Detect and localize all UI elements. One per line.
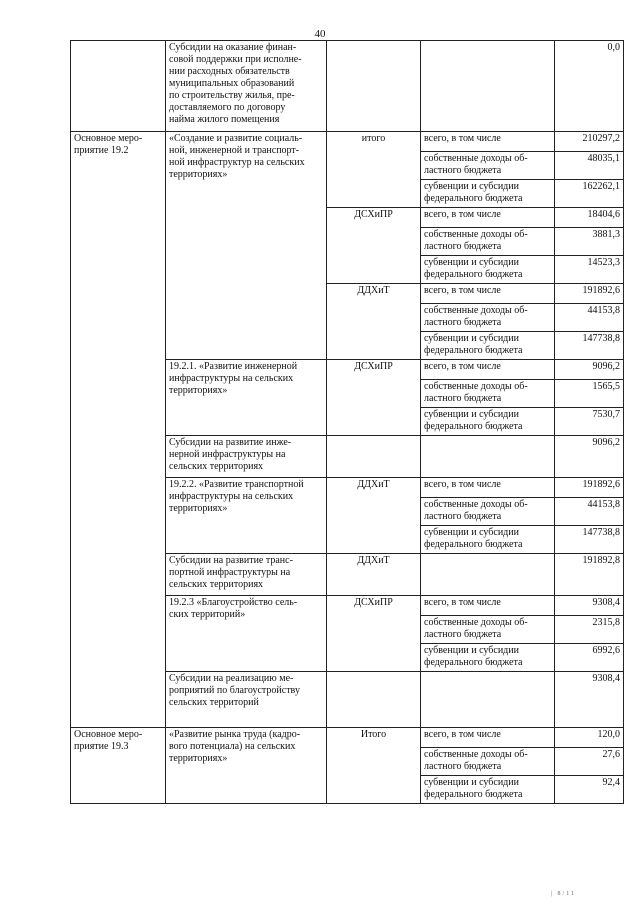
value-cell: 191892,8 — [555, 554, 624, 596]
source-cell — [421, 672, 555, 728]
value-cell: 6992,6 — [555, 644, 624, 672]
value-cell: 7530,7 — [555, 408, 624, 436]
name-cell: «Развитие рынка труда (кадро- вого потенциала) на сельских территориях» — [166, 728, 327, 804]
value-cell: 147738,8 — [555, 332, 624, 360]
source-cell: собственные доходы об- ластного бюджета — [421, 228, 555, 256]
name-cell: Субсидии на развитие транс- портной инфраструктуры на сельских территориях — [166, 554, 327, 596]
executor-cell: ДСХиПР — [327, 360, 421, 436]
corner-mark: | 8/11 — [550, 891, 576, 897]
source-cell: собственные доходы об- ластного бюджета — [421, 304, 555, 332]
value-cell: 210297,2 — [555, 132, 624, 152]
value-cell: 18404,6 — [555, 208, 624, 228]
value-cell: 0,0 — [555, 41, 624, 132]
source-cell: всего, в том числе — [421, 208, 555, 228]
value-cell: 48035,1 — [555, 152, 624, 180]
value-cell: 191892,6 — [555, 284, 624, 304]
value-cell: 9096,2 — [555, 360, 624, 380]
source-cell: субвенции и субсидии федерального бюджета — [421, 256, 555, 284]
name-cell: «Создание и развитие социаль- ной, инженерной и транспорт- ной инфраструктур на сельских территориях» — [166, 132, 327, 360]
executor-cell: ДДХиТ — [327, 554, 421, 596]
executor-cell: ДДХиТ — [327, 478, 421, 554]
source-cell: собственные доходы об- ластного бюджета — [421, 748, 555, 776]
value-cell: 44153,8 — [555, 304, 624, 332]
source-cell: всего, в том числе — [421, 360, 555, 380]
source-cell: всего, в том числе — [421, 478, 555, 498]
source-cell: субвенции и субсидии федерального бюджета — [421, 526, 555, 554]
source-cell: субвенции и субсидии федерального бюджета — [421, 408, 555, 436]
value-cell: 14523,3 — [555, 256, 624, 284]
name-cell: Субсидии на оказание финан- совой поддержки при исполне- нии расходных обязательств муниципальных образований по строительству жилья, пре- доставляемого по договору найма жилого помещения — [166, 41, 327, 132]
source-cell — [421, 436, 555, 478]
value-cell: 9308,4 — [555, 596, 624, 616]
executor-cell: ДСХиПР — [327, 596, 421, 672]
source-cell: всего, в том числе — [421, 284, 555, 304]
source-cell: субвенции и субсидии федерального бюджета — [421, 180, 555, 208]
executor-cell — [327, 436, 421, 478]
budget-table — [70, 40, 624, 804]
value-cell: 191892,6 — [555, 478, 624, 498]
value-cell: 3881,3 — [555, 228, 624, 256]
source-cell: субвенции и субсидии федерального бюджета — [421, 644, 555, 672]
executor-cell: итого — [327, 132, 421, 208]
value-cell: 2315,8 — [555, 616, 624, 644]
page-number: 40 — [314, 28, 326, 40]
source-cell: всего, в том числе — [421, 596, 555, 616]
source-cell: субвенции и субсидии федерального бюджета — [421, 332, 555, 360]
value-cell: 9096,2 — [555, 436, 624, 478]
executor-cell: Итого — [327, 728, 421, 804]
source-cell — [421, 41, 555, 132]
name-cell: 19.2.1. «Развитие инженерной инфраструктуры на сельских территориях» — [166, 360, 327, 436]
source-cell: субвенции и субсидии федерального бюджета — [421, 776, 555, 804]
value-cell: 92,4 — [555, 776, 624, 804]
value-cell: 9308,4 — [555, 672, 624, 728]
executor-cell — [327, 672, 421, 728]
value-cell: 27,6 — [555, 748, 624, 776]
executor-cell — [327, 41, 421, 132]
source-cell — [421, 554, 555, 596]
name-cell: 19.2.3 «Благоустройство сель- ских территорий» — [166, 596, 327, 672]
value-cell: 147738,8 — [555, 526, 624, 554]
name-cell: Субсидии на развитие инже- нерной инфраструктуры на сельских территориях — [166, 436, 327, 478]
name-cell: Субсидии на реализацию ме- роприятий по благоустройству сельских территорий — [166, 672, 327, 728]
source-cell: всего, в том числе — [421, 728, 555, 748]
value-cell: 162262,1 — [555, 180, 624, 208]
source-cell: собственные доходы об- ластного бюджета — [421, 498, 555, 526]
name-cell: 19.2.2. «Развитие транспортной инфраструктуры на сельских территориях» — [166, 478, 327, 554]
value-cell: 120,0 — [555, 728, 624, 748]
source-cell: собственные доходы об- ластного бюджета — [421, 380, 555, 408]
activity-cell — [71, 41, 166, 132]
activity-cell: Основное меро- приятие 19.3 — [71, 728, 166, 804]
value-cell: 44153,8 — [555, 498, 624, 526]
value-cell: 1565,5 — [555, 380, 624, 408]
activity-cell: Основное меро- приятие 19.2 — [71, 132, 166, 728]
executor-cell: ДСХиПР — [327, 208, 421, 284]
executor-cell: ДДХиТ — [327, 284, 421, 360]
source-cell: собственные доходы об- ластного бюджета — [421, 616, 555, 644]
source-cell: собственные доходы об- ластного бюджета — [421, 152, 555, 180]
source-cell: всего, в том числе — [421, 132, 555, 152]
